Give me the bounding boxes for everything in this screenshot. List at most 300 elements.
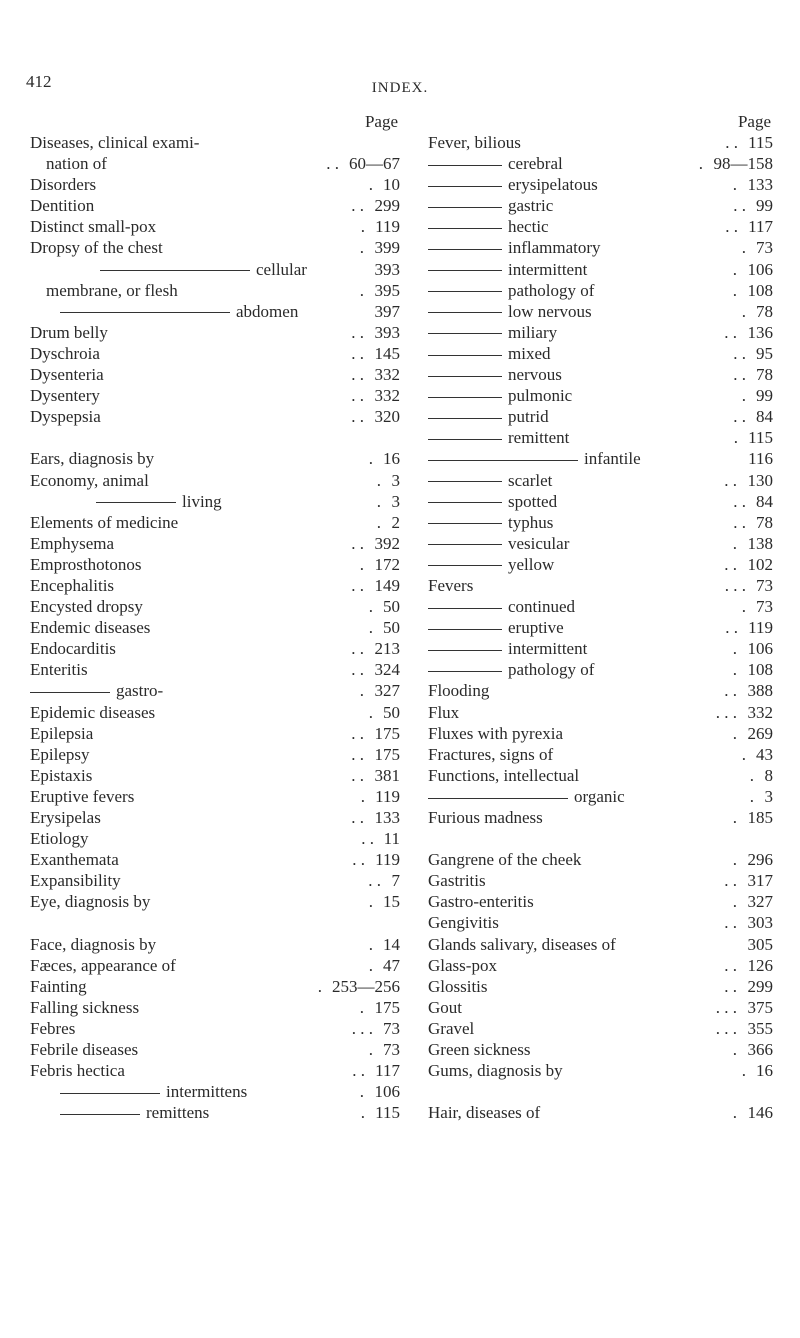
index-entry bbox=[428, 512, 773, 533]
entry-page: 366 bbox=[747, 1040, 773, 1060]
leader-dots: . . bbox=[352, 1061, 365, 1081]
leader-dots: . bbox=[359, 1082, 364, 1102]
entry-page: 16 bbox=[383, 449, 400, 469]
index-entry bbox=[428, 765, 773, 786]
entry-term: Eye, diagnosis by bbox=[30, 892, 151, 912]
index-entry bbox=[428, 891, 773, 912]
entry-term: Fevers bbox=[428, 575, 474, 595]
leader-dots: . . bbox=[326, 154, 339, 174]
entry-term: Gengivitis bbox=[428, 913, 499, 933]
entry-page: 16 bbox=[756, 1061, 773, 1081]
index-entry bbox=[428, 216, 773, 237]
entry-page: 3 bbox=[391, 491, 400, 511]
entry-term: Emprosthotonos bbox=[30, 554, 142, 574]
leader-dots: . bbox=[359, 681, 364, 701]
index-entry bbox=[428, 1060, 773, 1081]
repeat-dash bbox=[428, 565, 502, 566]
leader-dots: . bbox=[749, 786, 754, 806]
index-entry bbox=[30, 638, 400, 659]
page-column-label: Page bbox=[364, 112, 398, 131]
index-entry bbox=[428, 343, 773, 364]
leader-dots: . bbox=[368, 449, 373, 469]
entry-page: 8 bbox=[764, 765, 773, 785]
entry-term: Epistaxis bbox=[30, 765, 93, 785]
leader-dots: . bbox=[741, 238, 746, 258]
index-entry bbox=[30, 343, 400, 364]
entry-term: Exanthemata bbox=[30, 850, 119, 870]
leader-dots: . bbox=[368, 892, 373, 912]
entry-term: Gout bbox=[428, 997, 462, 1017]
entry-page: 14 bbox=[383, 934, 400, 954]
entry-term: Dropsy of the chest bbox=[30, 238, 163, 258]
entry-page: 73 bbox=[383, 1018, 400, 1038]
entry-term: abdomen bbox=[236, 301, 299, 321]
entry-term: Fainting bbox=[30, 976, 87, 996]
leader-dots: . . bbox=[351, 723, 364, 743]
entry-term: Ears, diagnosis by bbox=[30, 449, 155, 469]
leader-dots: . bbox=[732, 1040, 737, 1060]
entry-term: cerebral bbox=[508, 154, 563, 174]
leader-dots: . . bbox=[725, 618, 738, 638]
leader-dots: . bbox=[732, 1103, 737, 1123]
leader-dots: . . bbox=[725, 217, 738, 237]
entry-term: Diseases, clinical exami- bbox=[30, 133, 200, 152]
entry-page: 116 bbox=[748, 449, 773, 469]
entry-page: 106 bbox=[747, 639, 773, 659]
entry-page: 138 bbox=[747, 533, 773, 553]
entry-page: 126 bbox=[747, 955, 773, 975]
entry-list bbox=[30, 132, 400, 1123]
leader-dots: . . . bbox=[715, 997, 737, 1017]
entry-term: gastric bbox=[508, 196, 554, 216]
index-entry bbox=[30, 891, 400, 912]
index-entry bbox=[428, 955, 773, 976]
repeat-dash bbox=[428, 439, 502, 440]
entry-term: remittens bbox=[146, 1103, 210, 1123]
index-entry bbox=[30, 744, 400, 765]
repeat-dash bbox=[428, 460, 578, 461]
entry-page: 185 bbox=[747, 808, 773, 827]
index-entry bbox=[428, 680, 773, 701]
leader-dots: . . bbox=[351, 808, 364, 827]
index-entry bbox=[428, 195, 773, 216]
entry-page: 50 bbox=[383, 702, 400, 722]
entry-page: 213 bbox=[374, 639, 400, 659]
repeat-dash bbox=[428, 186, 502, 187]
entry-page: 149 bbox=[374, 575, 400, 595]
entry-term: Falling sickness bbox=[30, 997, 140, 1017]
entry-term: Dentition bbox=[30, 196, 95, 216]
entry-term: hectic bbox=[508, 217, 549, 237]
entry-page: 117 bbox=[375, 1061, 400, 1081]
entry-term: intermittent bbox=[508, 259, 588, 279]
entry-term: Elements of medicine bbox=[30, 512, 179, 532]
entry-page: 73 bbox=[383, 1040, 400, 1060]
repeat-dash bbox=[428, 798, 568, 799]
entry-page: 11 bbox=[383, 829, 400, 849]
index-entry bbox=[30, 280, 400, 301]
entry-term: Dyschroia bbox=[30, 343, 100, 363]
leader-dots: . bbox=[317, 976, 322, 996]
entry-term: Disorders bbox=[30, 175, 97, 195]
index-entry bbox=[30, 259, 400, 280]
entry-page: 102 bbox=[747, 554, 773, 574]
repeat-dash bbox=[428, 397, 502, 398]
entry-term: eruptive bbox=[508, 618, 564, 638]
entry-page: 119 bbox=[748, 618, 773, 638]
entry-term: Fluxes with pyrexia bbox=[428, 723, 564, 743]
entry-page: 324 bbox=[374, 660, 400, 680]
leader-dots: . . bbox=[352, 850, 365, 870]
entry-page: 175 bbox=[374, 723, 400, 743]
index-entry bbox=[30, 1081, 400, 1102]
repeat-dash bbox=[428, 671, 502, 672]
leader-dots: . bbox=[732, 175, 737, 195]
index-entry bbox=[30, 406, 400, 427]
index-entry bbox=[30, 828, 400, 849]
entry-term: putrid bbox=[508, 407, 549, 427]
entry-page: 84 bbox=[756, 491, 773, 511]
entry-page: 133 bbox=[374, 808, 400, 827]
leader-dots: . . . bbox=[351, 1018, 373, 1038]
entry-page: 7 bbox=[391, 871, 400, 891]
entry-page: 73 bbox=[756, 575, 773, 595]
leader-dots: . . bbox=[724, 681, 737, 701]
leader-dots: . . . bbox=[724, 575, 746, 595]
entry-page: 133 bbox=[747, 175, 773, 195]
leader-dots: . bbox=[359, 280, 364, 300]
entry-term: membrane, or flesh bbox=[46, 280, 178, 300]
entry-page: 106 bbox=[747, 259, 773, 279]
entry-page: 296 bbox=[747, 850, 773, 870]
index-entry bbox=[428, 744, 773, 765]
index-entry bbox=[30, 301, 400, 322]
entry-term: remittent bbox=[508, 428, 570, 448]
index-entry bbox=[428, 912, 773, 933]
index-entry bbox=[428, 617, 773, 638]
index-entry bbox=[30, 533, 400, 554]
leader-dots: . bbox=[732, 723, 737, 743]
entry-term: Gravel bbox=[428, 1018, 475, 1038]
index-entry bbox=[30, 1102, 400, 1123]
leader-dots: . . bbox=[724, 955, 737, 975]
leader-dots: . . . bbox=[715, 702, 737, 722]
repeat-dash bbox=[428, 418, 502, 419]
entry-term: continued bbox=[508, 597, 576, 617]
entry-term: nervous bbox=[508, 365, 562, 385]
index-entry bbox=[428, 132, 773, 153]
leader-dots: . . bbox=[733, 407, 746, 427]
leader-dots: . bbox=[732, 280, 737, 300]
entry-term: living bbox=[182, 491, 222, 511]
entry-page: 60—67 bbox=[349, 154, 400, 174]
entry-term: Eruptive fevers bbox=[30, 786, 135, 806]
leader-dots: . bbox=[733, 428, 738, 448]
index-entry bbox=[30, 849, 400, 870]
blank-line bbox=[428, 828, 773, 849]
index-entry bbox=[30, 702, 400, 723]
entry-page: 106 bbox=[374, 1082, 400, 1102]
index-entry bbox=[30, 1039, 400, 1060]
index-entry bbox=[428, 786, 773, 807]
leader-dots: . . bbox=[351, 533, 364, 553]
leader-dots: . bbox=[368, 618, 373, 638]
leader-dots: . . . bbox=[715, 1018, 737, 1038]
leader-dots: . . bbox=[351, 386, 364, 406]
entry-term: scarlet bbox=[508, 470, 553, 490]
index-entry bbox=[428, 427, 773, 448]
repeat-dash bbox=[428, 165, 502, 166]
index-entry bbox=[428, 1018, 773, 1039]
index-entry bbox=[30, 237, 400, 258]
index-entry bbox=[30, 216, 400, 237]
leader-dots: . . bbox=[351, 343, 364, 363]
entry-term: Drum belly bbox=[30, 322, 108, 342]
index-entry bbox=[428, 976, 773, 997]
repeat-dash bbox=[428, 376, 502, 377]
entry-page: 115 bbox=[748, 428, 773, 448]
entry-term: Epidemic diseases bbox=[30, 702, 156, 722]
entry-page: 3 bbox=[391, 470, 400, 490]
leader-dots: . bbox=[741, 597, 746, 617]
leader-dots: . bbox=[359, 997, 364, 1017]
entry-term: miliary bbox=[508, 322, 558, 342]
entry-term: gastro- bbox=[116, 681, 164, 701]
leader-dots: . . bbox=[351, 660, 364, 680]
entry-term: Erysipelas bbox=[30, 808, 101, 827]
index-entry bbox=[30, 659, 400, 680]
index-entry bbox=[428, 870, 773, 891]
entry-page: 99 bbox=[756, 386, 773, 406]
leader-dots: . . bbox=[361, 829, 374, 849]
index-entry bbox=[30, 976, 400, 997]
leader-dots: . bbox=[749, 765, 754, 785]
index-entry bbox=[428, 491, 773, 512]
index-entry bbox=[30, 617, 400, 638]
entry-term: Economy, animal bbox=[30, 470, 149, 490]
repeat-dash bbox=[428, 481, 502, 482]
entry-page: 119 bbox=[375, 786, 400, 806]
entry-page: 397 bbox=[374, 301, 400, 321]
entry-term: Febrile diseases bbox=[30, 1040, 139, 1060]
entry-page: 10 bbox=[383, 175, 400, 195]
repeat-dash bbox=[428, 355, 502, 356]
leader-dots: . . bbox=[724, 976, 737, 996]
index-entry bbox=[428, 280, 773, 301]
index-entry bbox=[30, 680, 400, 701]
entry-term: Febres bbox=[30, 1018, 76, 1038]
index-entry bbox=[428, 174, 773, 195]
leader-dots: . . bbox=[733, 491, 746, 511]
entry-page: 317 bbox=[747, 871, 773, 891]
leader-dots: . . bbox=[368, 871, 381, 891]
index-entry bbox=[428, 575, 773, 596]
entry-term: Hair, diseases of bbox=[428, 1103, 541, 1123]
repeat-dash bbox=[60, 312, 230, 313]
leader-dots: . . bbox=[724, 913, 737, 933]
entry-term: Dysentery bbox=[30, 386, 100, 406]
index-entry bbox=[30, 364, 400, 385]
entry-term: Epilepsy bbox=[30, 744, 90, 764]
entry-page: 15 bbox=[383, 892, 400, 912]
leader-dots: . bbox=[732, 850, 737, 870]
leader-dots: . bbox=[359, 554, 364, 574]
index-entry bbox=[30, 491, 400, 512]
index-entry bbox=[428, 153, 773, 174]
entry-term: Encephalitis bbox=[30, 575, 115, 595]
entry-term: Epilepsia bbox=[30, 723, 94, 743]
entry-page: 395 bbox=[374, 280, 400, 300]
leader-dots: . . bbox=[351, 365, 364, 385]
entry-term: Gums, diagnosis by bbox=[428, 1061, 563, 1081]
leader-dots: . bbox=[360, 1103, 365, 1123]
leader-dots: . bbox=[732, 639, 737, 659]
index-entry bbox=[30, 195, 400, 216]
index-entry bbox=[428, 301, 773, 322]
entry-page: 47 bbox=[383, 955, 400, 975]
leader-dots: . bbox=[359, 238, 364, 258]
leader-dots: . . bbox=[733, 365, 746, 385]
entry-term: Gangrene of the cheek bbox=[428, 850, 582, 870]
index-entry bbox=[30, 322, 400, 343]
leader-dots: . . bbox=[351, 322, 364, 342]
entry-term: typhus bbox=[508, 512, 554, 532]
entry-page: 146 bbox=[747, 1103, 773, 1123]
entry-page: 253—256 bbox=[332, 976, 400, 996]
index-entry bbox=[428, 934, 773, 955]
entry-page: 327 bbox=[747, 892, 773, 912]
repeat-dash bbox=[60, 1114, 140, 1115]
entry-page: 355 bbox=[747, 1018, 773, 1038]
index-entry bbox=[30, 786, 400, 807]
blank-line bbox=[428, 1081, 773, 1102]
repeat-dash bbox=[428, 270, 502, 271]
running-head: INDEX. bbox=[371, 80, 429, 96]
entry-term: Endocarditis bbox=[30, 639, 116, 659]
index-entry bbox=[30, 470, 400, 491]
leader-dots: . bbox=[368, 955, 373, 975]
index-entry bbox=[30, 1018, 400, 1039]
entry-page: 332 bbox=[374, 386, 400, 406]
index-entry bbox=[30, 512, 400, 533]
index-entry bbox=[30, 448, 400, 469]
entry-page: 392 bbox=[374, 533, 400, 553]
leader-dots: . . bbox=[724, 322, 737, 342]
entry-term: Fæces, appearance of bbox=[30, 955, 176, 975]
entry-term: spotted bbox=[508, 491, 558, 511]
leader-dots: . . bbox=[724, 470, 737, 490]
leader-dots: . bbox=[732, 892, 737, 912]
index-entry bbox=[428, 638, 773, 659]
leader-dots: . bbox=[741, 744, 746, 764]
entry-term: Distinct small-pox bbox=[30, 217, 157, 237]
index-entry bbox=[30, 385, 400, 406]
index-entry bbox=[428, 1102, 773, 1123]
index-entry bbox=[428, 1039, 773, 1060]
entry-term: yellow bbox=[508, 554, 555, 574]
index-entry bbox=[428, 322, 773, 343]
entry-page: 117 bbox=[748, 217, 773, 237]
leader-dots: . bbox=[732, 660, 737, 680]
entry-page: 327 bbox=[374, 681, 400, 701]
index-entry bbox=[428, 237, 773, 258]
repeat-dash bbox=[428, 650, 502, 651]
repeat-dash bbox=[428, 207, 502, 208]
index-entry bbox=[428, 554, 773, 575]
leader-dots: . . bbox=[733, 196, 746, 216]
index-entry bbox=[30, 174, 400, 195]
leader-dots: . . bbox=[724, 871, 737, 891]
entry-list bbox=[428, 132, 773, 1123]
entry-page: 95 bbox=[756, 343, 773, 363]
index-entry bbox=[428, 406, 773, 427]
entry-page: 99 bbox=[756, 196, 773, 216]
leader-dots: . bbox=[741, 1061, 746, 1081]
entry-page: 172 bbox=[374, 554, 400, 574]
entry-term: Flux bbox=[428, 702, 460, 722]
entry-term: vesicular bbox=[508, 533, 570, 553]
entry-page: 393 bbox=[374, 259, 400, 279]
index-entry bbox=[428, 997, 773, 1018]
entry-term: Febris hectica bbox=[30, 1061, 125, 1081]
leader-dots: . bbox=[698, 154, 703, 174]
leader-dots: . . bbox=[351, 407, 364, 427]
entry-term: Flooding bbox=[428, 681, 490, 701]
leader-dots: . bbox=[368, 597, 373, 617]
leader-dots: . bbox=[368, 1040, 373, 1060]
index-entry bbox=[428, 723, 773, 744]
entry-page: 108 bbox=[747, 660, 773, 680]
entry-page: 73 bbox=[756, 238, 773, 258]
index-entry bbox=[30, 870, 400, 891]
index-entry bbox=[30, 575, 400, 596]
entry-page: 375 bbox=[747, 997, 773, 1017]
entry-page: 130 bbox=[747, 470, 773, 490]
entry-term: Functions, intellectual bbox=[428, 765, 580, 785]
entry-page: 73 bbox=[756, 597, 773, 617]
entry-term: Glossitis bbox=[428, 976, 488, 996]
entry-term: nation of bbox=[46, 154, 107, 174]
entry-term: Enteritis bbox=[30, 660, 88, 680]
blank-line bbox=[30, 427, 400, 448]
entry-page: 50 bbox=[383, 618, 400, 638]
leader-dots: . . bbox=[351, 639, 364, 659]
leader-dots: . bbox=[376, 512, 381, 532]
entry-term: Expansibility bbox=[30, 871, 121, 891]
entry-page: 119 bbox=[375, 217, 400, 237]
entry-page: 393 bbox=[374, 322, 400, 342]
repeat-dash bbox=[96, 502, 176, 503]
leader-dots: . . bbox=[351, 196, 364, 216]
page-number: 412 bbox=[26, 72, 52, 91]
entry-term: Gastro-enteritis bbox=[428, 892, 534, 912]
entry-page: 115 bbox=[748, 133, 773, 152]
entry-page: 299 bbox=[747, 976, 773, 996]
repeat-dash bbox=[428, 544, 502, 545]
index-entry bbox=[30, 596, 400, 617]
entry-page: 320 bbox=[374, 407, 400, 427]
repeat-dash bbox=[428, 291, 502, 292]
leader-dots: . bbox=[360, 786, 365, 806]
leader-dots: . bbox=[376, 491, 381, 511]
entry-term: Glass-pox bbox=[428, 955, 497, 975]
entry-page: 399 bbox=[374, 238, 400, 258]
repeat-dash bbox=[428, 523, 502, 524]
entry-term: low nervous bbox=[508, 301, 592, 321]
leader-dots: . bbox=[368, 702, 373, 722]
leader-dots: . bbox=[732, 259, 737, 279]
leader-dots: . . bbox=[725, 133, 738, 152]
